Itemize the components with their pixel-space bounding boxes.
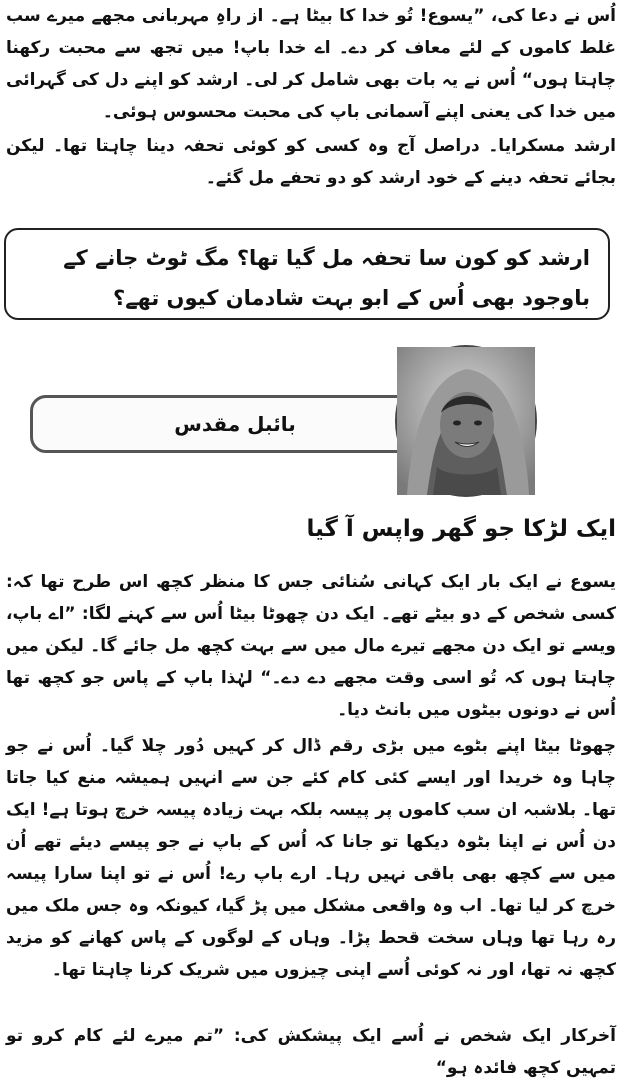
- story-paragraph-3: آخرکار ایک شخص نے اُسے ایک پیشکش کی: ”تم میرے لئے کام کرو تو تمہیں کچھ فائدہ ہو“: [6, 1026, 616, 1078]
- section-title-box: [30, 395, 440, 453]
- story-paragraph-1: یسوع نے ایک بار ایک کہانی سُنائی جس کا منظر کچھ اس طرح تھا کہ: کسی شخص کے دو بیٹے تھے۔ ایک دن چھوٹا بیٹا اُس سے کہنے لگا: ”اے باپ، ویسے تو ایک دن مجھے تیرے مال میں سے بہت کچھ مل جائے گا۔ لیکن میں چاہتا ہوں کہ تُو اسی وقت مجھے دے دے۔“ لہٰذا باپ کے پاس جو کچھ تھا اُس نے دونوں بیٹوں میں بانٹ دیا۔: [6, 572, 616, 720]
- section-title: بائبل مقدس: [174, 412, 296, 436]
- portrait-illustration: [397, 347, 535, 495]
- question-text: ارشد کو کون سا تحفہ مل گیا تھا؟ مگ ٹوٹ جانے کے باوجود بھی اُس کے ابو بہت شادمان کیوں تھے؟: [63, 246, 590, 310]
- intro-paragraph-2: ارشد مسکرایا۔ دراصل آج وہ کسی کو کوئی تحفہ دینا چاہتا تھا۔ لیکن بجائے تحفہ دینے کے خود ارشد کو دو تحفے مل گئے۔: [6, 136, 616, 188]
- story-heading: ایک لڑکا جو گھر واپس آ گیا: [306, 516, 616, 542]
- question-box: [4, 228, 610, 320]
- story-paragraph-2: چھوٹا بیٹا اپنے بٹوے میں بڑی رقم ڈال کر کہیں دُور چلا گیا۔ اُس نے جو چاہا وہ خریدا اور ایسے کئی کام کئے جن سے انہیں ہمیشہ منع کیا جاتا تھا۔ بلاشبہ ان سب کاموں پر پیسہ بلکہ بہت زیادہ پیسہ خرچ ہوتا ہے! ایک دن اُس نے اپنا بٹوہ دیکھا تو جانا کہ اُس کے باپ نے جو پیسے دیئے تھے اُن میں سے کچھ بھی باقی نہیں رہا۔ ارے باپ رے! اُس نے تو اپنا سارا پیسہ خرچ کر لیا تھا۔ اب وہ واقعی مشکل میں پڑ گیا، کیونکہ وہ جس ملک میں رہ رہا تھا وہاں سخت قحط پڑا۔ وہاں کے لوگوں کے پاس کھانے کو مزید کچھ نہ تھا، اور نہ کوئی اُسے اپنی چیزوں میں شریک کرنا چاہتا تھا۔: [6, 736, 616, 980]
- intro-paragraph-1: اُس نے دعا کی، ”یسوع! تُو خدا کا بیٹا ہے۔ از راہِ مہربانی مجھے میرے سب غلط کاموں کے لئے معاف کر دے۔ اے خدا باپ! میں تجھ سے محبت رکھنا چاہتا ہوں“ اُس نے یہ بات بھی شامل کر لی۔ ارشد کو اپنے دل کی گہرائی میں خدا کی یعنی اپنے آسمانی باپ کی محبت محسوس ہوئی۔: [6, 6, 616, 122]
- portrait-photo-icon: [395, 345, 537, 497]
